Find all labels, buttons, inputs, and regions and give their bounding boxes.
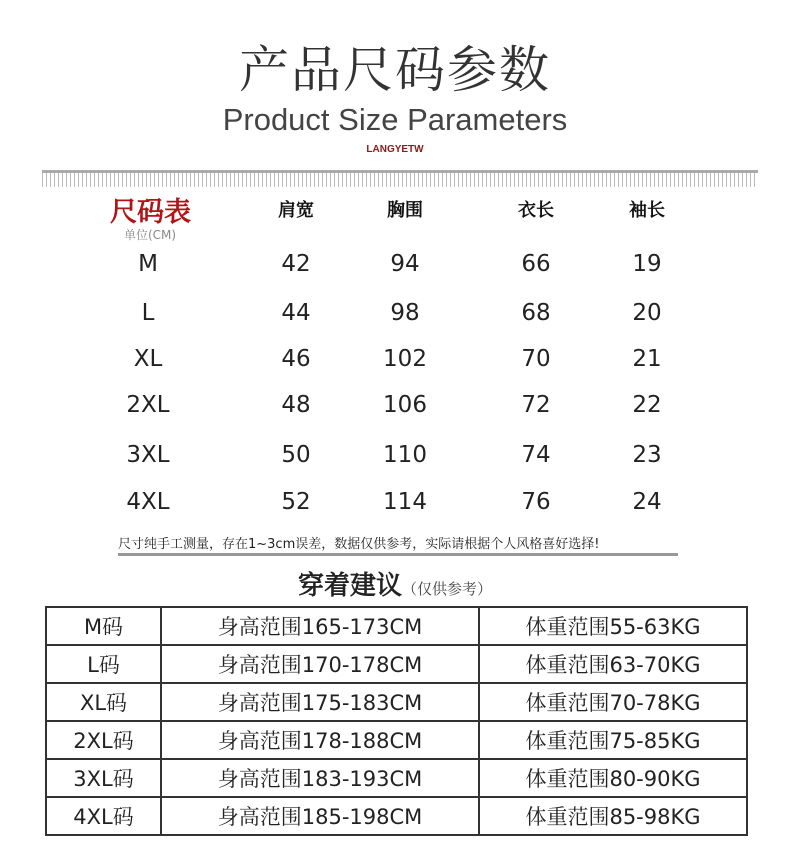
title-english: Product Size Parameters bbox=[222, 102, 568, 137]
size-value: 66 bbox=[521, 251, 551, 277]
size-value: 76 bbox=[521, 489, 551, 515]
size-value: 21 bbox=[632, 346, 662, 372]
table-row bbox=[46, 759, 747, 797]
size-value: 20 bbox=[632, 300, 662, 326]
height-range-cell: 身高范围185-198CM bbox=[161, 797, 479, 835]
size-value: 102 bbox=[383, 346, 427, 372]
table-row bbox=[46, 797, 747, 835]
divider bbox=[118, 553, 678, 556]
size-value: 70 bbox=[521, 346, 551, 372]
column-header: 衣长 bbox=[518, 200, 554, 221]
weight-range-cell: 体重范围63-70KG bbox=[479, 645, 747, 683]
table-row bbox=[46, 607, 747, 645]
height-range-cell: 身高范围165-173CM bbox=[161, 607, 479, 645]
size-cell: XL码 bbox=[46, 683, 161, 721]
size-value: 23 bbox=[632, 442, 662, 468]
suggestion-heading bbox=[0, 565, 790, 602]
size-value: 106 bbox=[383, 392, 427, 418]
size-cell: 4XL码 bbox=[46, 797, 161, 835]
weight-range-cell: 体重范围55-63KG bbox=[479, 607, 747, 645]
size-value: 94 bbox=[390, 251, 420, 277]
size-value: 74 bbox=[521, 442, 551, 468]
size-label: 4XL bbox=[126, 489, 170, 515]
column-header: 肩宽 bbox=[278, 200, 314, 221]
size-label: M bbox=[138, 251, 158, 277]
size-value: 24 bbox=[632, 489, 662, 515]
size-value: 22 bbox=[632, 392, 662, 418]
size-value: 52 bbox=[281, 489, 311, 515]
size-value: 110 bbox=[383, 442, 427, 468]
height-range-cell: 身高范围183-193CM bbox=[161, 759, 479, 797]
table-row bbox=[46, 683, 747, 721]
size-cell: 2XL码 bbox=[46, 721, 161, 759]
size-cell: 3XL码 bbox=[46, 759, 161, 797]
size-cell: L码 bbox=[46, 645, 161, 683]
size-value: 44 bbox=[281, 300, 311, 326]
size-cell: M码 bbox=[46, 607, 161, 645]
size-value: 68 bbox=[521, 300, 551, 326]
table-row bbox=[46, 721, 747, 759]
height-range-cell: 身高范围175-183CM bbox=[161, 683, 479, 721]
suggestion-subtitle: （仅供参考） bbox=[402, 580, 493, 598]
size-label: L bbox=[141, 300, 155, 326]
weight-range-cell: 体重范围80-90KG bbox=[479, 759, 747, 797]
size-value: 98 bbox=[390, 300, 420, 326]
size-label: 2XL bbox=[126, 392, 170, 418]
weight-range-cell: 体重范围85-98KG bbox=[479, 797, 747, 835]
size-label: XL bbox=[133, 346, 163, 372]
height-range-cell: 身高范围170-178CM bbox=[161, 645, 479, 683]
unit-label: 单位(CM) bbox=[124, 228, 177, 242]
brand-logo: LANGYETW bbox=[366, 144, 424, 155]
size-value: 48 bbox=[281, 392, 311, 418]
size-label: 3XL bbox=[126, 442, 170, 468]
size-chart-title: 尺码表 bbox=[110, 197, 191, 228]
size-value: 42 bbox=[281, 251, 311, 277]
weight-range-cell: 体重范围70-78KG bbox=[479, 683, 747, 721]
suggestion-table bbox=[45, 606, 748, 836]
measurement-note: 尺寸纯手工测量，存在1~3cm误差，数据仅供参考，实际请根据个人风格喜好选择! bbox=[118, 537, 600, 552]
size-value: 72 bbox=[521, 392, 551, 418]
size-value: 19 bbox=[632, 251, 662, 277]
ruler-divider bbox=[42, 170, 758, 187]
size-value: 46 bbox=[281, 346, 311, 372]
column-header: 胸围 bbox=[387, 200, 423, 221]
size-value: 50 bbox=[281, 442, 311, 468]
size-value: 114 bbox=[383, 489, 427, 515]
table-row bbox=[46, 645, 747, 683]
title-chinese: 产品尺码参数 bbox=[239, 41, 551, 99]
weight-range-cell: 体重范围75-85KG bbox=[479, 721, 747, 759]
column-header: 袖长 bbox=[629, 200, 665, 221]
height-range-cell: 身高范围178-188CM bbox=[161, 721, 479, 759]
suggestion-title: 穿着建议 bbox=[297, 571, 402, 601]
